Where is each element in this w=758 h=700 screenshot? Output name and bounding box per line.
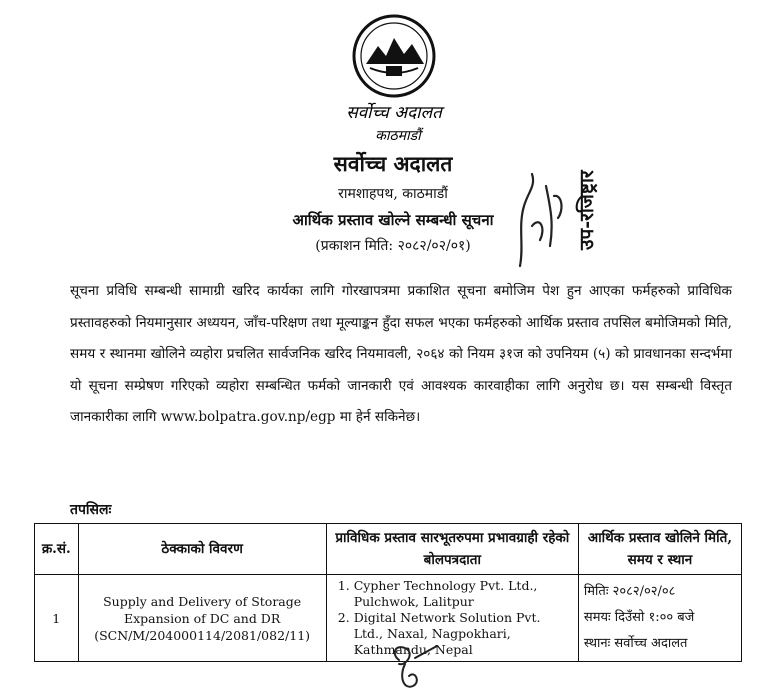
seal-city-text: काठमाडौं: [375, 128, 421, 144]
opening-place: स्थानः सर्वोच्च अदालत: [583, 636, 688, 651]
header-responsive-bidders: प्राविधिक प्रस्ताव सारभूतरुपमा प्रभावग्राही रहेको बोलपत्रदाता: [326, 524, 578, 575]
seal-text: सर्वोच्च अदालत: [346, 103, 442, 123]
row-bidders: [326, 575, 578, 662]
row-contract-description: [78, 575, 326, 662]
court-emblem-seal: [334, 8, 454, 146]
header-serial-number: क्र.सं.: [35, 524, 79, 575]
bidder-item: 1. Cypher Technology Pvt. Ltd., Pulchwok, Lalitpur: [354, 578, 573, 610]
table-header-row: [35, 524, 742, 575]
publication-date: (प्रकाशन मिति: २०८२/०२/०१): [315, 238, 471, 254]
schedule-label: तपसिलः: [70, 502, 112, 518]
row-serial-number: 1: [35, 575, 79, 662]
bidder-list: [332, 578, 573, 658]
opening-time: समयः दिउँसो १:०० बजे: [583, 610, 695, 625]
signature-mark: [510, 166, 572, 270]
bottom-signature-mark: [385, 640, 445, 695]
description-line: (SCN/M/204000114/2081/082/11): [94, 627, 311, 643]
header-opening-details: आर्थिक प्रस्ताव खोलिने मिति, समय र स्थान: [578, 524, 741, 575]
bidder-item: 2. Digital Network Solution Pvt. Ltd., Naxal, Nagpokhari, Kathmandu, Nepal: [354, 610, 573, 658]
row-opening-details: [578, 575, 741, 662]
deputy-registrar-stamp: उप-रजिष्ट्रार: [576, 170, 598, 250]
description-line: Supply and Delivery of Storage: [103, 593, 302, 609]
court-address: रामशाहपथ, काठमाडौं: [338, 186, 448, 202]
description-line: Expansion of DC and DR: [124, 610, 281, 626]
notice-paragraph: सूचना प्रविधि सम्बन्धी सामाग्री खरिद कार्यका लागि गोरखापत्रमा प्रकाशित सूचना बमोजिम पेश हुन आएका फर्महरुको प्राविधिक प्रस्तावहरुको नियमानुसार अध्ययन, जाँच-परिक्षण तथा मूल्याङ्कन हुँदा सफल भएका फर्महरुको आर्थिक प्रस्ताव तपसिल बमोजिमको मिति, समय र स्थानमा खोलिने व्यहोरा प्रचलित सार्वजनिक खरिद नियमावली, २०६४ को नियम ३१ज को उपनियम (५) को प्रावधानका सन्दर्भमा यो सूचना सम्प्रेषण गरिएको व्यहोरा सम्बन्धित फर्मको जानकारी एवं आवश्यक कारवाहीका लागि अनुरोध छ। यस सम्बन्धी विस्तृत जानकारीका लागि www.bolpatra.gov.np/egp मा हेर्न सकिनेछ।: [70, 283, 732, 425]
header-contract-description: ठेक्काको विवरण: [78, 524, 326, 575]
opening-date: मितिः २०८२/०२/०८: [583, 584, 676, 599]
notice-title: आर्थिक प्रस्ताव खोल्ने सम्बन्धी सूचना: [292, 211, 494, 229]
court-name: सर्वोच्च अदालत: [333, 151, 453, 176]
